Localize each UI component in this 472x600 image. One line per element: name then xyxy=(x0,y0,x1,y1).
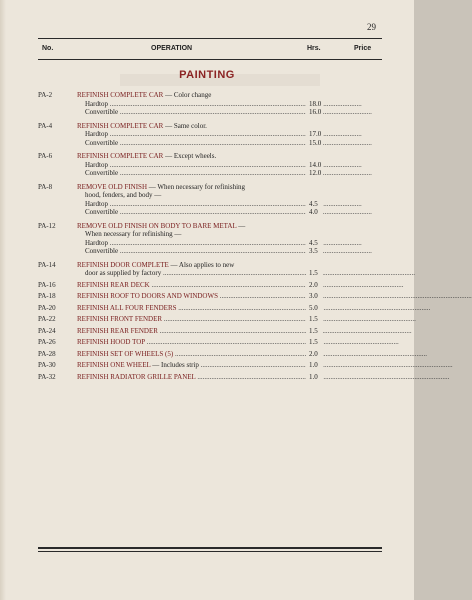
operation-title: REFINISH COMPLETE CAR xyxy=(77,121,164,130)
footer-rule xyxy=(38,547,382,549)
operation-line xyxy=(77,208,317,217)
table-row xyxy=(0,373,414,382)
operation-body xyxy=(77,338,317,347)
operation-line xyxy=(77,361,317,370)
variant-label: Hardtop xyxy=(85,130,108,138)
operation-description: — Color change xyxy=(163,91,212,99)
operation-body xyxy=(77,373,317,382)
table-row xyxy=(0,338,414,347)
variant-label: door as supplied by factory xyxy=(85,269,162,277)
operation-line xyxy=(77,200,317,209)
hours-value: 1.5 xyxy=(306,315,323,324)
operation-line xyxy=(77,239,317,248)
table-row xyxy=(0,281,414,290)
operation-line xyxy=(77,281,317,290)
operation-body xyxy=(77,261,317,278)
operation-code: PA-18 xyxy=(38,292,56,300)
operation-line xyxy=(77,315,317,324)
operation-code: PA-28 xyxy=(38,349,56,358)
operation-body xyxy=(77,304,317,313)
operation-line xyxy=(77,138,322,148)
operation-body xyxy=(77,315,317,324)
operation-line xyxy=(77,130,322,139)
operation-title: REFINISH ONE WHEEL xyxy=(77,361,151,369)
table-row xyxy=(0,122,414,148)
hours-value: 4.5 xyxy=(306,200,323,209)
operation-body xyxy=(77,152,322,178)
operation-body xyxy=(77,327,317,336)
hours-value: 1.0 xyxy=(306,361,323,370)
hours-value: 1.0 xyxy=(306,373,323,382)
operation-line xyxy=(77,338,317,347)
variant-label: Convertible xyxy=(85,108,119,116)
table-row xyxy=(0,183,414,217)
operation-description: — Includes strip xyxy=(150,361,199,369)
operation-body xyxy=(77,183,317,217)
operation-description: — When necessary for refinishing xyxy=(147,182,246,191)
table-row xyxy=(0,304,414,313)
operation-body xyxy=(77,350,317,359)
table-row xyxy=(0,315,414,324)
operation-description: — Except wheels. xyxy=(163,152,217,160)
hours-value: 1.5 xyxy=(306,338,323,347)
table-row xyxy=(0,350,414,359)
operation-code: PA-8 xyxy=(38,182,53,191)
operation-code: PA-30 xyxy=(38,361,56,369)
hours-value: 5.0 xyxy=(306,304,323,313)
operation-line xyxy=(77,169,322,178)
hours-value: 1.5 xyxy=(306,327,323,336)
operation-body xyxy=(77,222,317,256)
operation-title: REFINISH ALL FOUR FENDERS xyxy=(77,303,177,312)
table-row xyxy=(0,292,414,301)
operation-code: PA-26 xyxy=(38,338,56,346)
operation-line xyxy=(77,152,317,161)
operation-line xyxy=(77,292,317,301)
operation-title: REFINISH REAR DECK xyxy=(77,280,150,289)
operation-title: REFINISH COMPLETE CAR xyxy=(77,152,164,160)
operation-title: REFINISH REAR FENDER xyxy=(77,326,158,335)
operation-line xyxy=(77,269,317,278)
operation-line xyxy=(77,373,317,382)
hours-value: 2.0 xyxy=(306,281,323,290)
header-price: Price xyxy=(354,45,372,52)
variant-label: Hardtop xyxy=(85,99,108,108)
operation-line xyxy=(77,108,322,117)
operation-body xyxy=(77,281,317,290)
operation-description: — xyxy=(236,221,246,230)
operation-code: PA-14 xyxy=(38,260,56,269)
header-operation: OPERATION xyxy=(151,45,193,52)
hours-value: 15.0 xyxy=(306,139,323,148)
table-row xyxy=(0,91,414,117)
hours-value: 12.0 xyxy=(306,169,323,178)
operation-line xyxy=(77,350,317,359)
operation-title: REFINISH HOOD TOP xyxy=(77,338,145,346)
variant-label: Hardtop xyxy=(85,238,108,247)
operation-title: REFINISH RADIATOR GRILLE PANEL xyxy=(77,372,196,381)
hours-value: 18.0 xyxy=(306,100,323,109)
hours-value: 3.0 xyxy=(306,292,323,301)
operation-code: PA-20 xyxy=(38,303,56,312)
variant-label: Convertible xyxy=(85,247,119,255)
operation-body xyxy=(77,361,317,370)
operation-code: PA-24 xyxy=(38,326,56,335)
operation-line xyxy=(77,160,322,170)
operation-code: PA-4 xyxy=(38,121,53,130)
operation-line xyxy=(77,327,317,336)
variant-label: Convertible xyxy=(85,169,119,177)
hours-value: 14.0 xyxy=(306,161,323,170)
hours-value: 2.0 xyxy=(306,350,323,359)
variant-label: Convertible xyxy=(85,138,119,147)
operation-title: REMOVE OLD FINISH xyxy=(77,182,147,191)
hours-value: 4.0 xyxy=(306,208,323,217)
operation-line xyxy=(77,261,317,270)
table-row xyxy=(0,327,414,336)
variant-label: Hardtop xyxy=(85,199,108,208)
operation-body xyxy=(77,91,322,117)
operation-description: When necessary for refinishing — xyxy=(85,230,182,238)
variant-label: Hardtop xyxy=(85,160,108,169)
hours-value: 4.5 xyxy=(306,239,323,248)
operation-title: REFINISH ROOF TO DOORS AND WINDOWS xyxy=(77,292,218,300)
operation-title: REFINISH COMPLETE CAR xyxy=(77,91,164,99)
table-row xyxy=(0,152,414,178)
operation-title: REFINISH SET OF WHEELS (5) xyxy=(77,349,174,358)
operation-line xyxy=(77,247,317,256)
operation-body xyxy=(77,292,317,301)
operation-line xyxy=(77,222,317,231)
operation-code: PA-12 xyxy=(38,221,56,230)
operation-line xyxy=(77,191,317,200)
table-header xyxy=(38,38,382,60)
hours-value: 1.5 xyxy=(306,269,323,278)
operation-code: PA-22 xyxy=(38,315,56,323)
operation-code: PA-16 xyxy=(38,280,56,289)
operation-line xyxy=(77,99,322,109)
page-number: 29 xyxy=(367,22,376,32)
operation-title: REFINISH FRONT FENDER xyxy=(77,315,163,323)
operation-line xyxy=(77,304,317,313)
operation-description: — Also applies to new xyxy=(168,260,235,269)
operation-description: hood, fenders, and body — xyxy=(85,191,162,199)
operation-code: PA-32 xyxy=(38,372,56,381)
operations-list xyxy=(0,88,414,381)
operation-line xyxy=(77,91,317,100)
operation-description: — Same color. xyxy=(163,121,207,130)
operation-line xyxy=(77,183,317,192)
hours-value: 16.0 xyxy=(306,108,323,117)
operation-title: REFINISH DOOR COMPLETE xyxy=(77,260,169,269)
variant-label: Convertible xyxy=(85,208,119,216)
hours-value: 17.0 xyxy=(306,130,323,139)
operation-code: PA-6 xyxy=(38,152,53,160)
table-row xyxy=(0,222,414,256)
hours-value: 3.5 xyxy=(306,247,323,256)
operation-title: REMOVE OLD FINISH ON BODY TO BARE METAL xyxy=(77,221,237,230)
operation-line xyxy=(77,230,317,239)
table-row xyxy=(0,361,414,370)
header-hrs: Hrs. xyxy=(307,45,321,52)
footer-rule-thin xyxy=(38,551,382,552)
header-no: No. xyxy=(42,45,54,52)
section-title: PAINTING xyxy=(179,69,235,81)
table-row xyxy=(0,261,414,278)
operation-code: PA-2 xyxy=(38,91,53,99)
operation-line xyxy=(77,122,317,131)
operation-body xyxy=(77,121,322,148)
